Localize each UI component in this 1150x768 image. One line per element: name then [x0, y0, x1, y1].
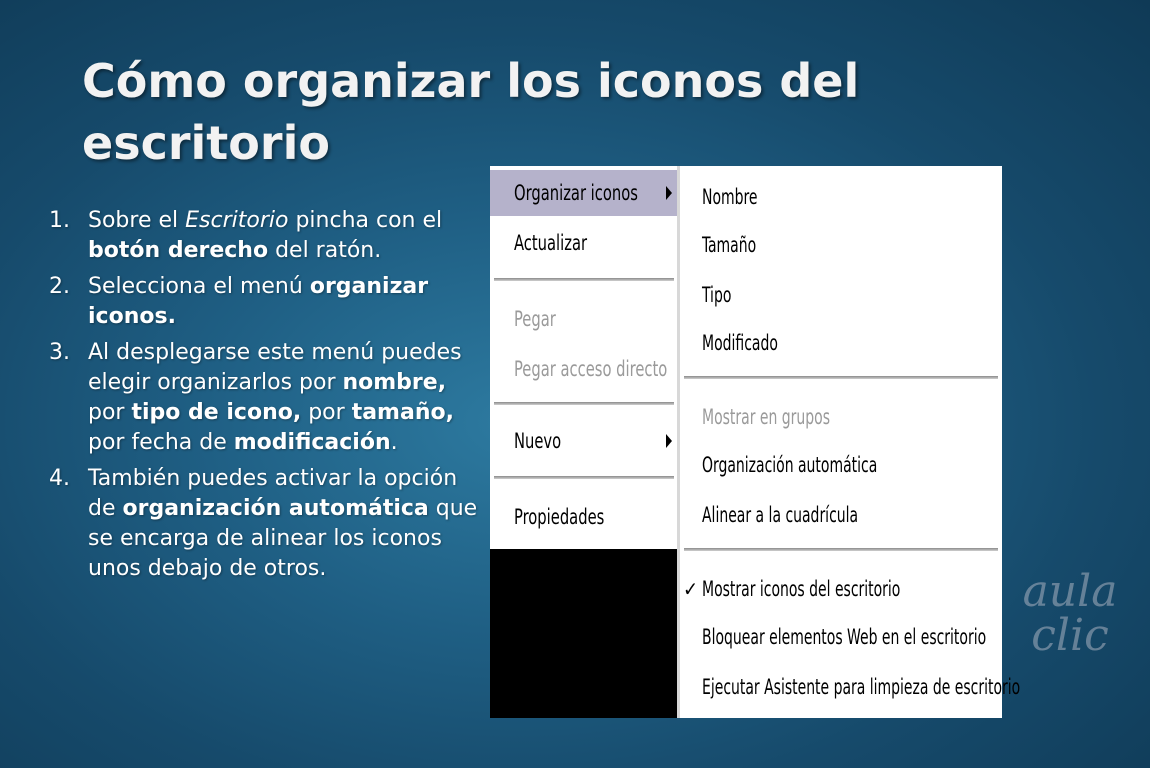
emphasis-bold: organización automática — [122, 496, 429, 521]
text-run: pincha con el — [288, 208, 443, 233]
steps-list — [30, 206, 480, 590]
menu-item-pegar-acceso-directo — [490, 346, 678, 392]
step-text — [88, 466, 477, 581]
menu-item-pegar — [490, 296, 678, 342]
menu-item-label: Pegar — [514, 307, 556, 331]
text-run: del ratón. — [268, 238, 382, 263]
step-item — [30, 206, 480, 266]
submenu-item-tamano[interactable] — [680, 222, 1002, 268]
text-run: por — [301, 400, 352, 425]
submenu-item-mostrar-en-grupos — [680, 394, 1002, 440]
desktop-context-menu — [490, 166, 679, 549]
submenu-item-bloquear-web[interactable] — [680, 614, 1002, 660]
text-run: Selecciona el menú — [88, 274, 310, 299]
menu-item-nuevo[interactable] — [490, 418, 678, 464]
emphasis-bold: botón derecho — [88, 238, 269, 263]
watermark-logo: aula clic — [1022, 566, 1118, 661]
text-run: que se encarga de alinear los iconos unos debajo de otros. — [88, 496, 478, 581]
menu-item-label: Ejecutar Asistente para limpieza de escritorio — [702, 675, 1021, 699]
menu-item-label: Nuevo — [514, 429, 562, 453]
text-run: por — [88, 400, 132, 425]
context-menu-screenshot — [490, 166, 1118, 718]
step-number: 4. — [49, 466, 70, 491]
menu-item-label: Propiedades — [514, 505, 605, 529]
emphasis-bold: modificación — [233, 430, 391, 455]
text-run: por fecha de — [88, 430, 234, 455]
emphasis-bold: tamaño, — [351, 400, 454, 425]
menu-item-label: Mostrar en grupos — [702, 405, 830, 429]
menu-item-label: Nombre — [702, 185, 758, 209]
submenu-arrow-icon — [666, 186, 672, 200]
menu-separator — [684, 376, 998, 379]
menu-separator — [494, 278, 674, 281]
slide-title: Cómo organizar los iconos del escritorio — [82, 54, 860, 170]
menu-item-propiedades[interactable] — [490, 494, 678, 540]
submenu-item-tipo[interactable] — [680, 272, 1002, 318]
menu-item-label: Organizar iconos — [514, 181, 638, 205]
submenu-item-modificado[interactable] — [680, 320, 1002, 366]
emphasis-bold: tipo de icono, — [131, 400, 302, 425]
menu-item-label: Bloquear elementos Web en el escritorio — [702, 625, 987, 649]
menu-item-label: Tamaño — [702, 233, 757, 257]
menu-separator — [494, 476, 674, 479]
step-number: 1. — [49, 208, 70, 233]
emphasis-bold: nombre, — [342, 370, 447, 395]
menu-item-label: Organización automática — [702, 453, 878, 477]
step-item — [30, 464, 480, 584]
submenu-item-mostrar-iconos[interactable] — [680, 566, 1002, 612]
step-text — [88, 340, 462, 455]
menu-item-label: Alinear a la cuadrícula — [702, 503, 859, 527]
submenu-item-alinear-cuadricula[interactable] — [680, 492, 1002, 538]
menu-item-label: Mostrar iconos del escritorio — [702, 577, 901, 601]
menu-item-label: Modificado — [702, 331, 778, 355]
menu-item-label: Pegar acceso directo — [514, 357, 668, 381]
menu-item-actualizar[interactable] — [490, 220, 678, 266]
step-number: 3. — [49, 340, 70, 365]
emphasis-bold: organizar iconos. — [88, 274, 429, 329]
menu-item-label: Tipo — [702, 283, 732, 307]
menu-item-label: Actualizar — [514, 231, 588, 255]
step-text — [88, 208, 442, 263]
menu-separator — [684, 548, 998, 551]
text-run: . — [390, 430, 398, 455]
menu-separator — [494, 402, 674, 405]
step-number: 2. — [49, 274, 70, 299]
organizar-iconos-submenu — [677, 166, 1118, 718]
submenu-arrow-icon — [666, 434, 672, 448]
submenu-item-nombre[interactable] — [680, 174, 1002, 220]
step-text — [88, 274, 428, 329]
text-run: Al desplegarse este menú puedes elegir organizarlos por — [88, 340, 462, 395]
menu-item-organizar-iconos[interactable] — [490, 170, 678, 216]
checkmark-icon: ✓ — [683, 577, 699, 601]
step-item — [30, 272, 480, 332]
emphasis-italic: Escritorio — [185, 208, 289, 233]
submenu-item-organizacion-automatica[interactable] — [680, 442, 1002, 488]
step-item — [30, 338, 480, 458]
text-run: También puedes activar la opción de — [88, 466, 458, 521]
text-run: Sobre el — [88, 208, 186, 233]
submenu-item-asistente-limpieza[interactable] — [680, 664, 1021, 710]
